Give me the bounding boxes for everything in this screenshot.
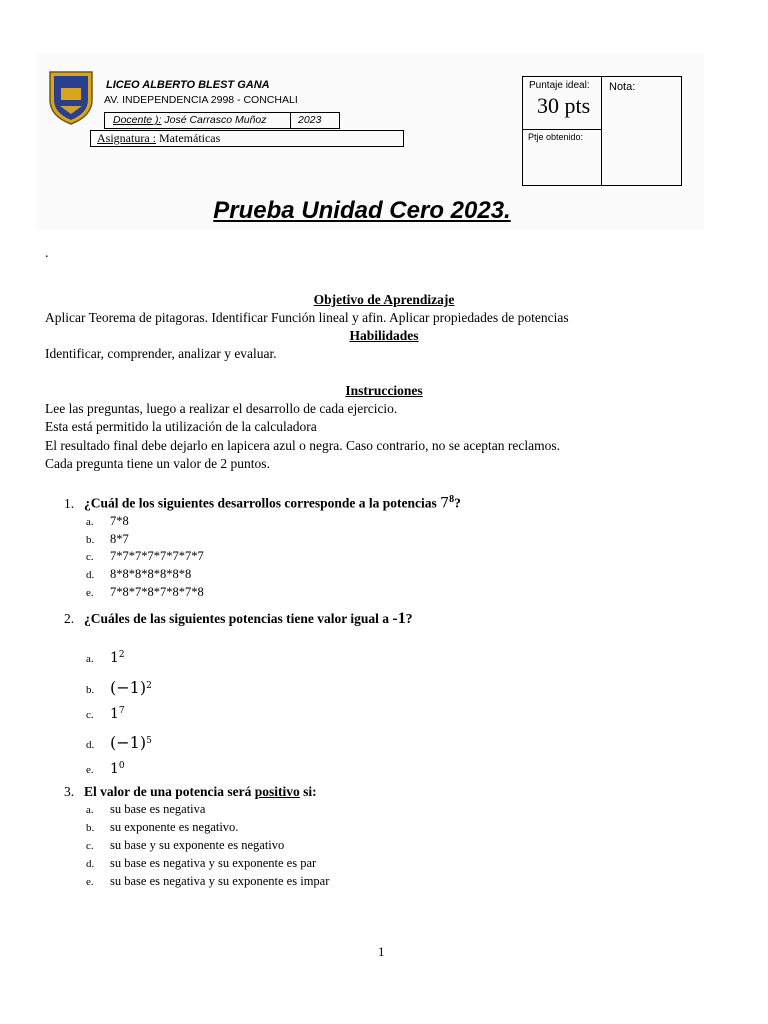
- question-power-base: 7: [440, 495, 450, 512]
- page-number: 1: [378, 944, 385, 959]
- school-name: LICEO ALBERTO BLEST GANA: [106, 79, 270, 91]
- option-1b[interactable]: [86, 532, 129, 547]
- option-letter: e.: [86, 587, 94, 599]
- school-crest-logo: [48, 70, 94, 126]
- question-number: 1.: [64, 495, 75, 511]
- option-1c[interactable]: [86, 549, 204, 564]
- option-text: 8*7: [110, 532, 129, 546]
- option-2c[interactable]: [86, 706, 125, 722]
- option-letter: a.: [86, 804, 94, 816]
- question-text-after: si:: [299, 784, 317, 799]
- instruction-line: Esta está permitido la utilización de la calculadora: [45, 419, 317, 434]
- option-letter: b.: [86, 822, 95, 834]
- option-power-base: (−1): [110, 733, 147, 752]
- option-2d[interactable]: [86, 733, 152, 752]
- option-3b[interactable]: [86, 820, 238, 835]
- question-value: -1: [392, 610, 406, 627]
- question-text: ¿Cuáles de las siguientes potencias tiene valor igual a: [84, 611, 393, 626]
- question-text-underlined: positivo: [254, 784, 300, 799]
- option-text: su exponente es negativo.: [110, 820, 239, 834]
- asignatura-value: Matemáticas: [156, 131, 221, 145]
- option-letter: b.: [86, 684, 95, 696]
- option-3a[interactable]: [86, 802, 205, 817]
- option-power-base: 1: [110, 706, 119, 723]
- option-power-exponent: 2: [146, 680, 152, 691]
- instruction-line: El resultado final debe dejarlo en lapicera azul o negra. Caso contrario, no se aceptan reclamos.: [45, 438, 561, 453]
- option-power-exponent: 5: [146, 735, 152, 746]
- option-text: 7*8: [110, 514, 129, 528]
- option-text: su base es negativa: [110, 802, 206, 816]
- option-text: su base es negativa y su exponente es impar: [110, 874, 330, 888]
- question-text: ¿Cuál de los siguientes desarrollos corresponde a la potencias: [84, 495, 441, 511]
- option-2b[interactable]: [86, 678, 152, 697]
- option-text: su base es negativa y su exponente es par: [110, 856, 317, 870]
- option-3d[interactable]: [86, 856, 316, 871]
- instruction-line: Cada pregunta tiene un valor de 2 puntos.: [45, 456, 270, 471]
- option-3e[interactable]: [86, 874, 329, 889]
- option-letter: a.: [86, 516, 94, 528]
- option-power-exponent: 0: [118, 761, 125, 771]
- option-letter: b.: [86, 534, 95, 546]
- option-power-base: (−1): [110, 678, 147, 697]
- question-1: [64, 494, 461, 512]
- option-text: su base y su exponente es negativo: [110, 838, 285, 852]
- option-letter: d.: [86, 739, 95, 751]
- question-2: [64, 610, 412, 628]
- ideal-score-label: Puntaje ideal:: [529, 80, 590, 91]
- option-letter: e.: [86, 764, 94, 777]
- option-letter: e.: [86, 876, 94, 888]
- option-power-exponent: 2: [118, 650, 125, 660]
- instruction-line: Lee las preguntas, luego a realizar el desarrollo de cada ejercicio.: [45, 401, 398, 416]
- option-2a[interactable]: [86, 650, 125, 666]
- option-1a[interactable]: [86, 514, 129, 529]
- objetivo-text: Aplicar Teorema de pitagoras. Identificar Función lineal y afin. Aplicar propiedades de potencias: [45, 310, 569, 325]
- docente-label: Docente ):: [113, 114, 162, 126]
- option-letter: d.: [86, 569, 95, 581]
- option-text: 7*7*7*7*7*7*7*7: [110, 549, 204, 563]
- question-end: ?: [405, 611, 413, 626]
- instrucciones-heading: Instrucciones: [345, 383, 423, 398]
- option-2e[interactable]: [86, 761, 125, 777]
- option-3c[interactable]: [86, 838, 284, 853]
- school-address: AV. INDEPENDENCIA 2998 - CONCHALI: [104, 94, 298, 106]
- option-letter: a.: [86, 653, 94, 666]
- option-letter: c.: [86, 551, 94, 563]
- question-number: 3.: [64, 784, 75, 799]
- option-power-base: 1: [110, 650, 119, 667]
- option-power-base: 1: [110, 761, 119, 778]
- asignatura-box: [90, 130, 404, 147]
- ideal-score-value: 30 pts: [537, 93, 591, 118]
- option-1d[interactable]: [86, 567, 191, 582]
- option-1e[interactable]: [86, 585, 204, 600]
- option-letter: c.: [86, 709, 94, 722]
- asignatura-label: Asignatura :: [97, 131, 156, 145]
- docente-name: José Carrasco Muñoz: [161, 114, 267, 126]
- option-letter: c.: [86, 840, 94, 852]
- option-power-exponent: 7: [118, 706, 125, 716]
- objetivo-heading: Objetivo de Aprendizaje: [313, 292, 455, 307]
- habilidades-text: Identificar, comprender, analizar y evaluar.: [45, 346, 277, 361]
- question-3: [64, 784, 317, 800]
- grade-label: Nota:: [609, 81, 636, 93]
- option-text: 8*8*8*8*8*8*8: [110, 567, 192, 581]
- habilidades-heading: Habilidades: [349, 328, 419, 343]
- option-text: 7*8*7*8*7*8*7*8: [110, 585, 204, 599]
- question-text: El valor de una potencia será: [84, 784, 255, 799]
- option-letter: d.: [86, 858, 95, 870]
- page-title: Prueba Unidad Cero 2023.: [213, 197, 511, 224]
- question-end: ?: [454, 495, 461, 511]
- docente-year: 2023: [290, 113, 339, 128]
- docente-box: [104, 112, 340, 129]
- obtained-score-label: Ptje obtenido:: [528, 132, 584, 142]
- score-box: [522, 76, 682, 186]
- question-power-exponent: 8: [449, 494, 455, 505]
- question-number: 2.: [64, 611, 75, 626]
- stray-dot: .: [45, 246, 49, 261]
